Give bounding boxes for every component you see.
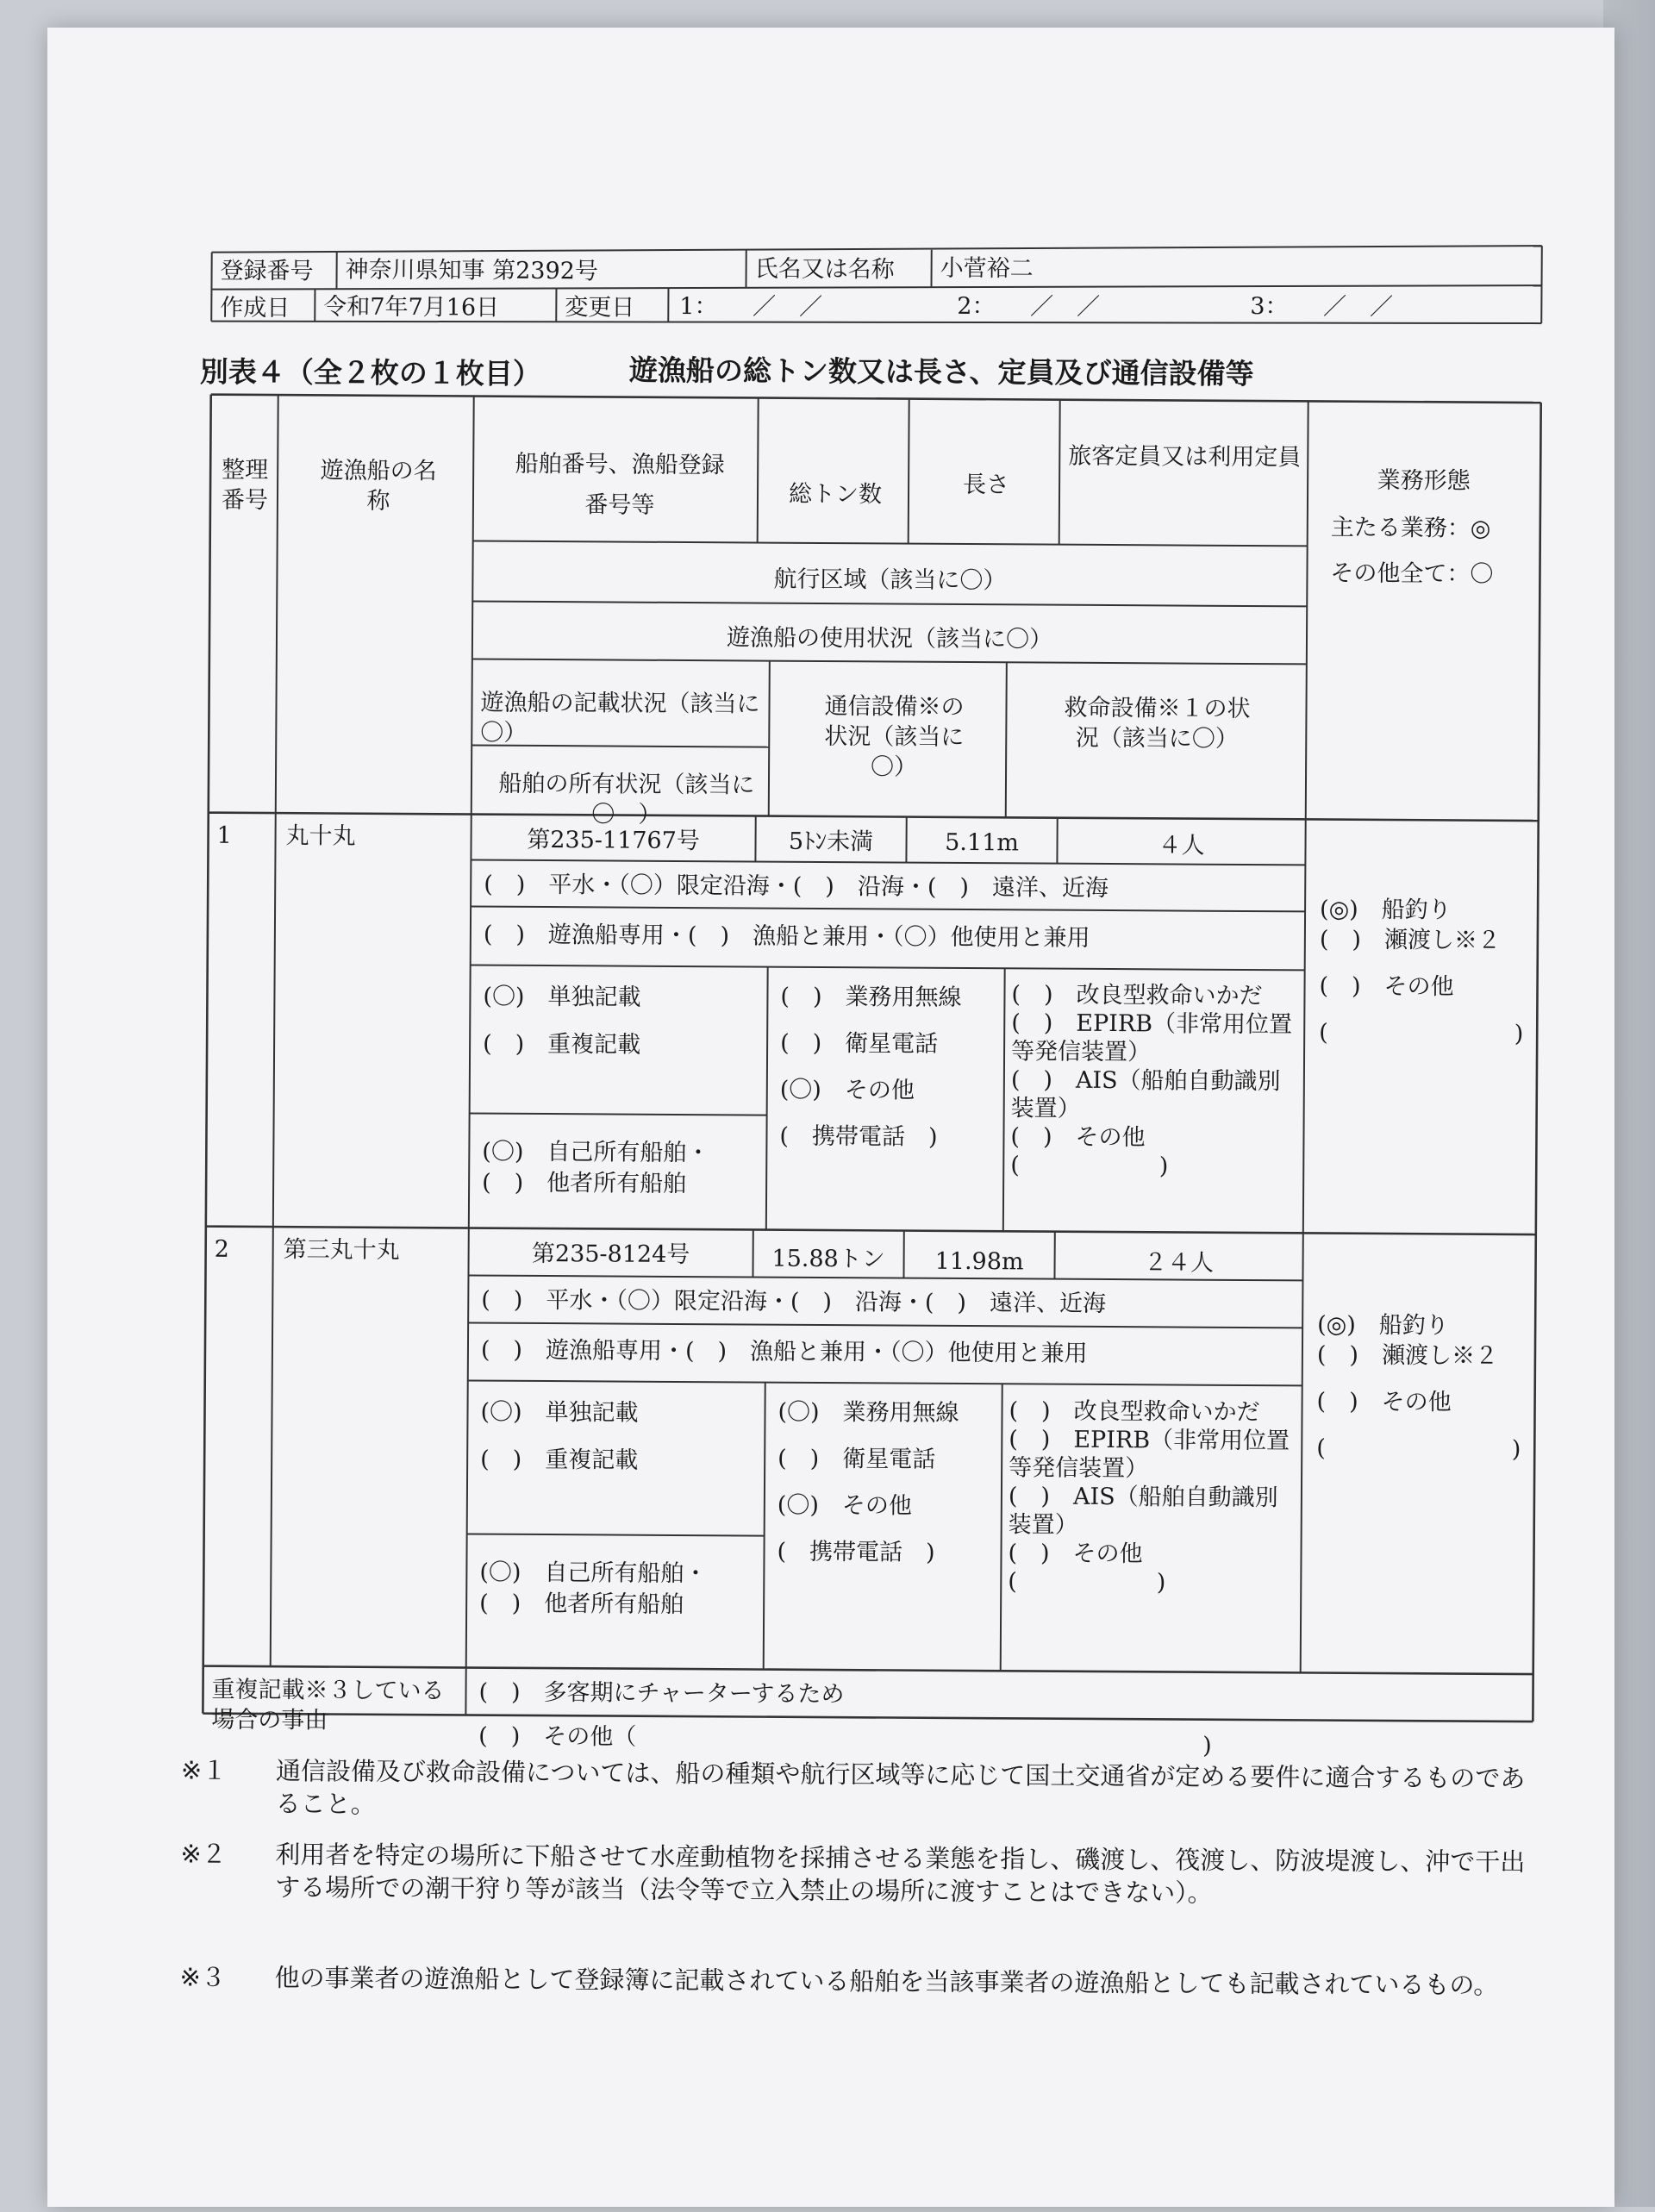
row2-business-fishing: (◎) 船釣り — [1317, 1311, 1449, 1341]
header-business-other: その他全て：〇 — [1330, 559, 1493, 590]
note3-text: 他の事業者の遊漁船として登録簿に記載されている船舶を当該事業者の遊漁船としても記載されているもの。 — [274, 1962, 1537, 2003]
row2-owner-other: ( ) 他者所有船舶 — [479, 1590, 684, 1620]
row1-comm-radio: ( ) 業務用無線 — [780, 983, 961, 1013]
row1-seq: 1 — [216, 822, 231, 851]
row2-safety: ( ) 改良型救命いかだ ( ) EPIRB（非常用位置等発信装置） ( ) AIS（船舶自動識別装置） ( ) その他 ( ) — [1008, 1397, 1297, 1598]
row1-business-detail: ( ) — [1319, 1019, 1523, 1049]
row2-comm-radio: (〇) 業務用無線 — [778, 1398, 959, 1428]
note3-mark: ※３ — [179, 1961, 226, 1993]
change-date-2: 2： ／ ／ — [957, 292, 1100, 322]
row1-owner-other: ( ) 他者所有船舶 — [482, 1169, 686, 1199]
created-date-value: 令和7年7月16日 — [323, 292, 499, 322]
row2-length: 11.98m — [903, 1247, 1054, 1278]
row2-usage: ( ) 遊漁船専用・( ) 漁船と兼用・（〇）他使用と兼用 — [481, 1336, 1088, 1369]
header-reg-no: 船舶番号、漁船登録番号等 — [508, 444, 733, 527]
name-value: 小菅裕二 — [940, 254, 1034, 284]
changed-date-label: 変更日 — [565, 293, 634, 322]
row1-business-other: ( ) その他 — [1319, 972, 1453, 1003]
row1-business-fishing: (◎) 船釣り — [1320, 896, 1452, 926]
duplicate-reason-other: ( ) その他（ — [478, 1722, 636, 1753]
row1-safety: ( ) 改良型救命いかだ ( ) EPIRB（非常用位置等発信装置） ( ) AIS（船舶自動識別装置） ( ) その他 ( ) — [1010, 981, 1300, 1182]
registration-number-label: 登録番号 — [220, 257, 313, 286]
header-usage: 遊漁船の使用状況（該当に〇） — [472, 622, 1307, 657]
row1-usage: ( ) 遊漁船専用・( ) 漁船と兼用・（〇）他使用と兼用 — [484, 921, 1090, 953]
row2-seq: 2 — [215, 1235, 229, 1265]
row2-reg-no: 第235-8124号 — [469, 1239, 753, 1270]
row2-capacity: ２４人 — [1054, 1248, 1302, 1279]
header-owner: 船舶の所有状況（該当に〇 ） — [489, 769, 765, 831]
row1-reg-no: 第235-11767号 — [471, 826, 755, 857]
row2-business-other: ( ) その他 — [1316, 1388, 1451, 1418]
change-date-3: 3： ／ ／ — [1250, 292, 1393, 322]
row2-record-single: (〇) 単独記載 — [480, 1398, 638, 1428]
note1-text: 通信設備及び救命設備については、船の種類や航行区域等に応じて国土交通省が定める要件に適合するものであること。 — [276, 1755, 1539, 1828]
row1-comm-mobile: ( 携帯電話 ) — [779, 1122, 937, 1153]
header-vessel-name: 遊漁船の名称 — [309, 455, 447, 516]
header-safety: 救命設備※１の状況（該当に〇） — [1058, 693, 1256, 755]
row2-comm-mobile: ( 携帯電話 ) — [777, 1538, 934, 1568]
change-date-1: 1： ／ ／ — [679, 292, 822, 322]
row2-business-detail: ( ) — [1316, 1434, 1521, 1465]
header-capacity: 旅客定員又は利用定員 — [1068, 441, 1301, 473]
header-length: 長さ — [917, 471, 1055, 501]
name-label: 氏名又は名称 — [755, 254, 895, 284]
row2-vessel-name: 第三丸十丸 — [284, 1235, 400, 1265]
header-comm: 通信設備※の状況（該当に〇） — [821, 691, 968, 783]
duplicate-reason-label: 重複記載※３している場合の事由 — [211, 1675, 461, 1737]
header-business-main: 主たる業務：◎ — [1331, 514, 1491, 544]
note2-mark: ※２ — [180, 1838, 227, 1870]
row1-business-iso: ( ) 瀬渡し※２ — [1320, 926, 1501, 956]
created-date-label: 作成日 — [220, 294, 290, 323]
row1-area: ( ) 平水・（〇）限定沿海・( ) 沿海・( ) 遠洋、近海 — [484, 871, 1109, 903]
row2-record-duplicate: ( ) 重複記載 — [480, 1446, 638, 1476]
row2-comm-other: (〇) その他 — [778, 1491, 912, 1522]
table-title-left: 別表４（全２枚の１枚目） — [200, 354, 541, 392]
duplicate-reason-charter: ( ) 多客期にチャーターするため — [478, 1678, 844, 1709]
row2-area: ( ) 平水・（〇）限定沿海・( ) 沿海・( ) 遠洋、近海 — [481, 1286, 1106, 1319]
row2-business-iso: ( ) 瀬渡し※２ — [1317, 1341, 1498, 1372]
row1-owner-self: (〇) 自己所有船舶・ — [482, 1138, 709, 1168]
duplicate-reason-close: ) — [1202, 1732, 1212, 1761]
header-area: 航行区域（該当に〇） — [472, 564, 1307, 598]
row1-comm-satellite: ( ) 衛星電話 — [780, 1029, 938, 1059]
row1-length: 5.11m — [906, 828, 1057, 859]
row1-capacity: ４人 — [1057, 831, 1305, 862]
row1-record-duplicate: ( ) 重複記載 — [483, 1030, 640, 1060]
row2-comm-satellite: ( ) 衛星電話 — [778, 1445, 935, 1475]
row2-tonnage: 15.88トン — [753, 1245, 904, 1275]
header-record: 遊漁船の記載状況（該当に〇） — [480, 688, 765, 750]
header-seq: 整理番号 — [215, 455, 275, 516]
registration-number-value: 神奈川県知事 第2392号 — [345, 256, 597, 287]
row1-vessel-name: 丸十丸 — [285, 822, 355, 851]
table-title-right: 遊漁船の総トン数又は長さ、定員及び通信設備等 — [629, 353, 1254, 392]
row2-owner-self: (〇) 自己所有船舶・ — [479, 1559, 707, 1589]
header-tonnage: 総トン数 — [766, 480, 904, 510]
row1-comm-other: (〇) その他 — [780, 1076, 915, 1106]
note2-text: 利用者を特定の場所に下船させて水産動植物を採捕させる業態を指し、磯渡し、筏渡し、防波堤渡し、沖で干出する場所での潮干狩り等が該当（法令等で立入禁止の場所に渡すことはできない）。 — [275, 1839, 1538, 1911]
note1-mark: ※１ — [181, 1754, 228, 1786]
row1-record-single: (〇) 単独記載 — [483, 983, 640, 1013]
header-business: 業務形態 — [1318, 466, 1529, 496]
document-page — [47, 28, 1614, 2207]
row1-tonnage: 5ﾄﾝ未満 — [755, 828, 906, 858]
